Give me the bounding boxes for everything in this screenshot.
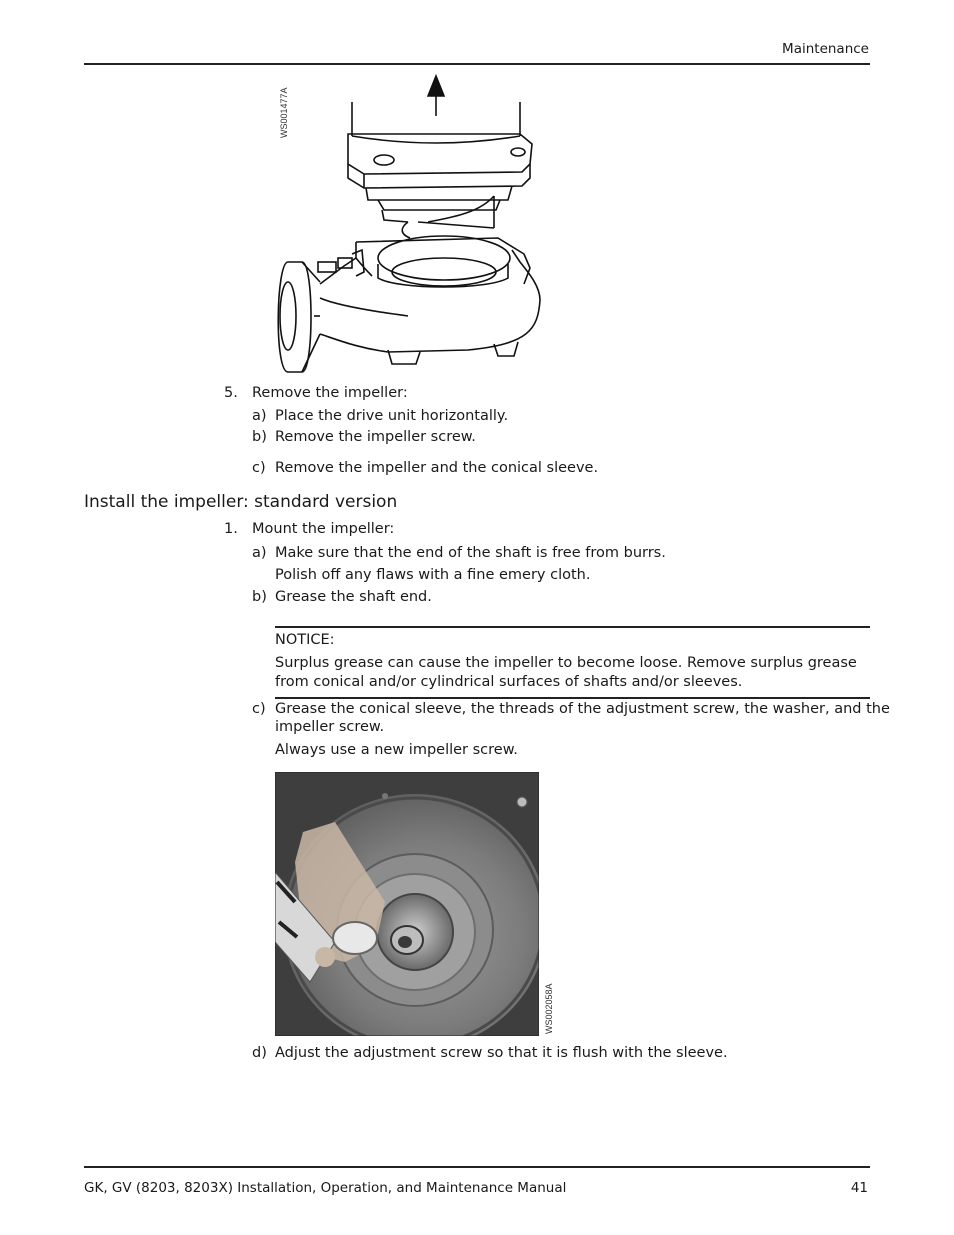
- greasing-photo-illustration: [275, 772, 539, 1036]
- step-number: 1.: [224, 521, 238, 537]
- substep-text-line: impeller screw.: [275, 719, 385, 735]
- substep-text: Grease the shaft end.: [275, 589, 432, 605]
- substep-letter: a): [252, 545, 267, 561]
- header-rule: [84, 63, 870, 65]
- substep-text: Adjust the adjustment screw so that it is flush with the sleeve.: [275, 1045, 728, 1061]
- substep-note: Always use a new impeller screw.: [275, 742, 518, 758]
- substep-letter: b): [252, 429, 267, 445]
- section-heading: Install the impeller: standard version: [84, 492, 398, 512]
- substep-text: Make sure that the end of the shaft is free from burrs.: [275, 545, 666, 561]
- page-number: 41: [850, 1180, 868, 1196]
- header-section-label: Maintenance: [782, 41, 869, 57]
- substep-note: Polish off any flaws with a fine emery cloth.: [275, 567, 591, 583]
- figure-id-1: WS001477A: [279, 87, 289, 138]
- figure-pump-drawing: [268, 72, 548, 376]
- footer-manual-title: GK, GV (8203, 8203X) Installation, Operation, and Maintenance Manual: [84, 1180, 567, 1196]
- notice-bottom-rule: [275, 697, 870, 699]
- figure-id-2: WS002058A: [544, 983, 554, 1034]
- step-number: 5.: [224, 385, 238, 401]
- pump-exploded-drawing: [268, 72, 548, 376]
- substep-letter: b): [252, 589, 267, 605]
- notice-text-line: from conical and/or cylindrical surfaces of shafts and/or sleeves.: [275, 674, 743, 690]
- step-text: Remove the impeller:: [252, 385, 408, 401]
- substep-letter: d): [252, 1045, 267, 1061]
- substep-letter: a): [252, 408, 267, 424]
- substep-text: Remove the impeller screw.: [275, 429, 476, 445]
- substep-letter: c): [252, 460, 266, 476]
- footer-rule: [84, 1166, 870, 1168]
- substep-text: Remove the impeller and the conical sleeve.: [275, 460, 599, 476]
- step-text: Mount the impeller:: [252, 521, 395, 537]
- notice-text-line: Surplus grease can cause the impeller to become loose. Remove surplus grease: [275, 655, 857, 671]
- substep-text-line: Grease the conical sleeve, the threads of the adjustment screw, the washer, and the: [275, 701, 890, 717]
- substep-text: Place the drive unit horizontally.: [275, 408, 509, 424]
- notice-label: NOTICE:: [275, 632, 335, 648]
- substep-letter: c): [252, 701, 266, 717]
- notice-top-rule: [275, 626, 870, 628]
- figure-greasing-photo: [275, 772, 539, 1036]
